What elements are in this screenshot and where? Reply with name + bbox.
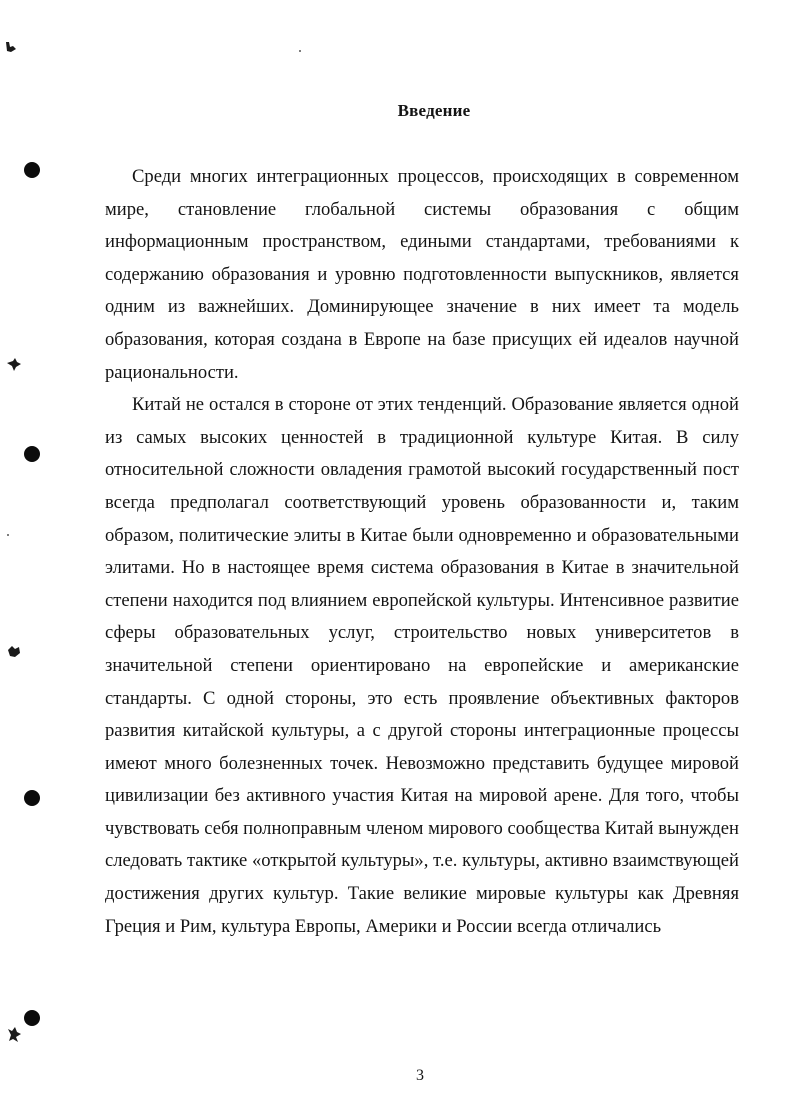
scan-mark-top (4, 40, 18, 54)
paragraph-2: Китай не остался в стороне от этих тенденций. Образование является одной из самых высоких ценностей в традиционной культуре Китая. В силу относительной сложности овладения грамотой высокий государственный пост всегда предполагал соответствующий уровень образованности и, таким образом, политические элиты в Китае были одновременно и образовательными элитами. Но в настоящее время система образования в Китае в значительной степени находится под влиянием европейской культуры. Интенсивное развитие сферы образовательных услуг, строительство новых университетов в значительной степени ориентировано на европейские и американские стандарты. С одной стороны, это есть проявление объективных факторов развития китайской культуры, а с другой стороны интеграционные процессы имеют много болезненных точек. Невозможно представить будущее мировой цивилизации без активного участия Китая на мировой арене. Для того, чтобы чувствовать себя полноправным членом мирового сообщества Китай вынужден следовать тактике «открытой культуры», т.е. культуры, активно взаимствующей достижения других культур. Такие великие мировые культуры как Древняя Греция и Рим, культура Европы, Америки и России всегда отличались (105, 394, 739, 937)
document-title: Введение (397, 101, 471, 120)
document-body (105, 161, 739, 943)
scan-dot-1 (299, 50, 301, 52)
scan-dot-2 (7, 534, 9, 536)
page-number: 3 (416, 1067, 424, 1084)
scan-mark-mid-1 (6, 358, 22, 372)
binder-hole-2 (24, 446, 40, 462)
binder-hole-4 (24, 1010, 40, 1026)
scan-mark-bottom (6, 1026, 22, 1044)
scan-mark-mid-2 (6, 644, 22, 660)
binder-hole-3 (24, 790, 40, 806)
binder-hole-1 (24, 162, 40, 178)
paragraph-1: Среди многих интеграционных процессов, происходящих в современном мире, становление глобальной системы образования с общим информационным пространством, едиными стандартами, требованиями к содержанию образования и уровню подготовленности выпускников, является одним из важнейших. Доминирующее значение в них имеет та модель образования, которая создана в Европе на базе присущих ей идеалов научной рациональности. (105, 166, 739, 383)
